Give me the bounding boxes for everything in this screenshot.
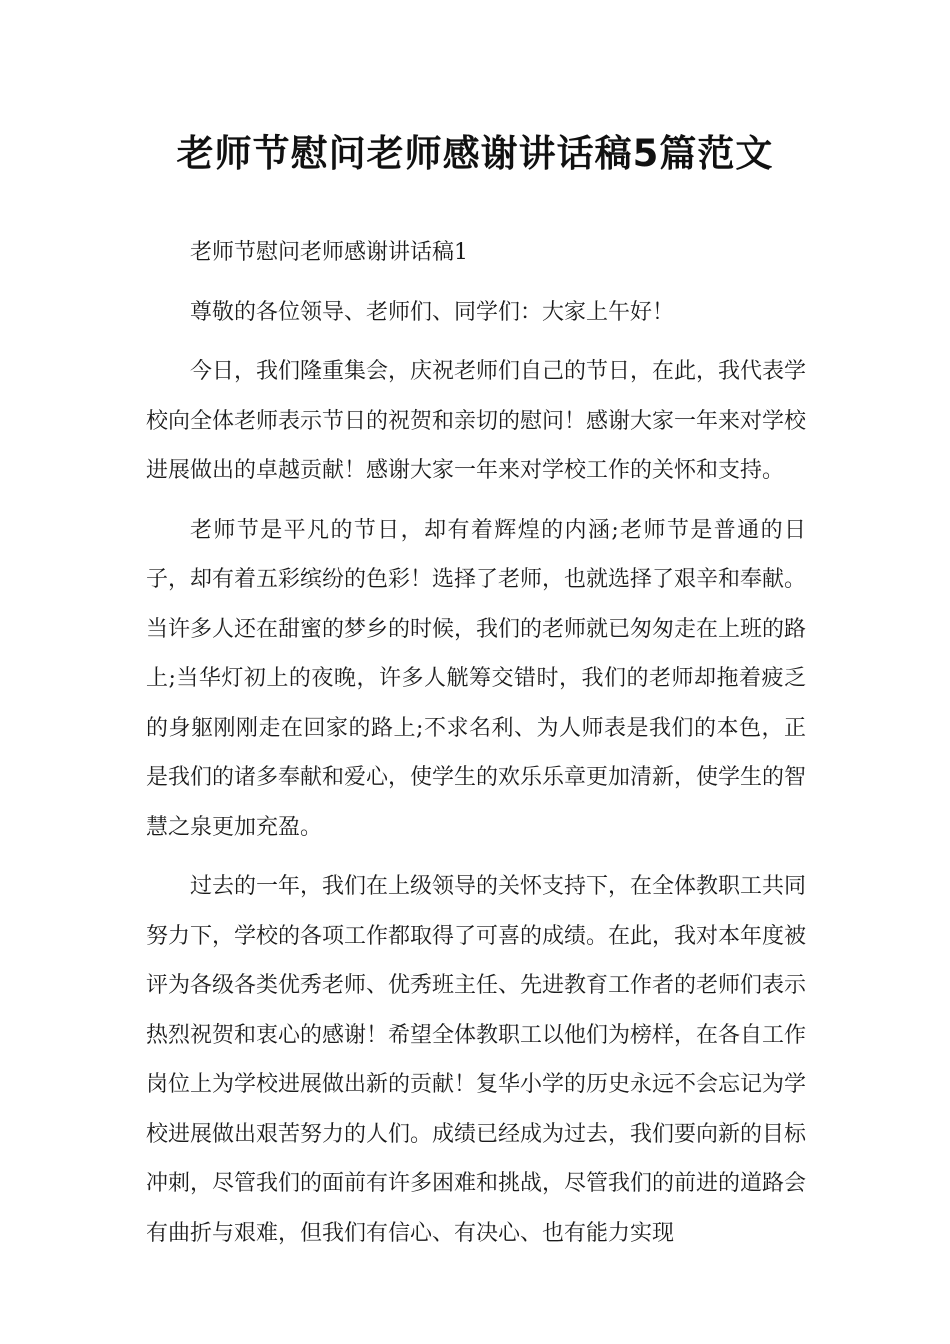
body-paragraph: 老师节是平凡的节日，却有着辉煌的内涵;老师节是普通的日子，却有着五彩缤纷的色彩！选择了老师，也就选择了艰辛和奉献。当许多人还在甜蜜的梦乡的时候，我们的老师就已匆匆走在上班的路上;当华灯初上的夜晚，许多人觥筹交错时，我们的老师却拖着疲乏的身躯刚刚走在回家的路上;不求名利、为人师表是我们的本色，正是我们的诸多奉献和爱心，使学生的欢乐乐章更加清新，使学生的智慧之泉更加充盈。 xyxy=(146,517,807,840)
document-title: 老师节慰问老师感谢讲话稿5篇范文 xyxy=(176,132,774,175)
body-paragraph: 今日，我们隆重集会，庆祝老师们自己的节日，在此，我代表学校向全体老师表示节日的祝贺和亲切的慰问！感谢大家一年来对学校进展做出的卓越贡献！感谢大家一年来对学校工作的关怀和支持。 xyxy=(146,359,807,483)
body-paragraph: 过去的一年，我们在上级领导的关怀支持下，在全体教职工共同努力下，学校的各项工作都取得了可喜的成绩。在此，我对本年度被评为各级各类优秀老师、优秀班主任、先进教育工作者的老师们表示热烈祝贺和衷心的感谢！希望全体教职工以他们为榜样，在各自工作岗位上为学校进展做出新的贡献！复华小学的历史永远不会忘记为学校进展做出艰苦努力的人们。成绩已经成为过去，我们要向新的目标冲刺，尽管我们的面前有许多困难和挑战，尽管我们的前进的道路会有曲折与艰难，但我们有信心、有决心、也有能力实现 xyxy=(146,874,807,1246)
section-heading: 老师节慰问老师感谢讲话稿1 xyxy=(190,240,468,265)
document-body xyxy=(146,228,806,1268)
greeting-paragraph: 尊敬的各位领导、老师们、同学们：大家上午好！ xyxy=(190,299,675,325)
